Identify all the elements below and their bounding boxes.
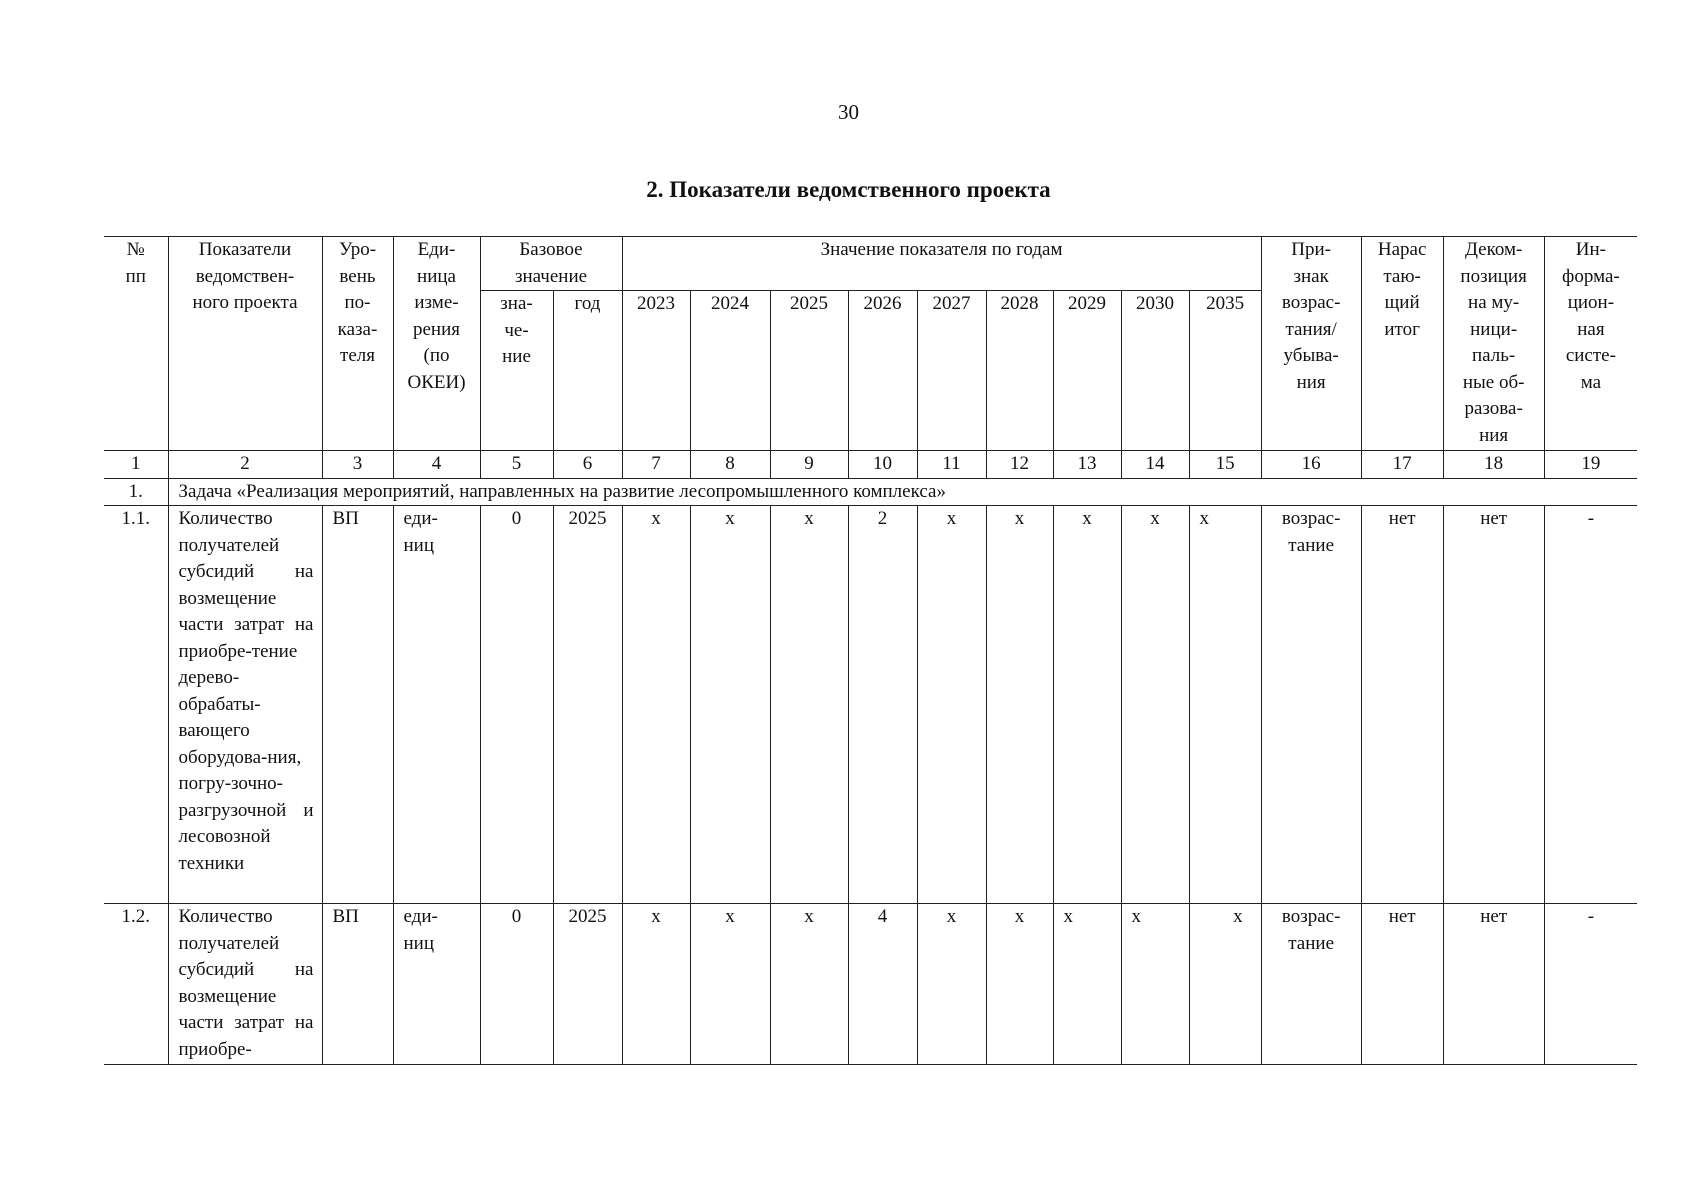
column-number: 10: [848, 451, 917, 479]
header-year-2029: 2029: [1053, 291, 1121, 451]
value-2029: х: [1053, 904, 1121, 1065]
column-number: 1: [104, 451, 168, 479]
value-2024: х: [690, 506, 770, 904]
column-number: 16: [1261, 451, 1361, 479]
task-text: Задача «Реализация мероприятий, направленных на развитие лесопромышленного комплекса»: [168, 478, 1637, 506]
header-trend: При- знак возрас- тания/ убыва- ния: [1261, 237, 1361, 451]
header-num: № пп: [104, 237, 168, 451]
column-number: 3: [322, 451, 393, 479]
column-number: 13: [1053, 451, 1121, 479]
value-2035: х: [1189, 904, 1261, 1065]
column-number: 18: [1443, 451, 1544, 479]
column-number: 8: [690, 451, 770, 479]
column-number: 5: [480, 451, 553, 479]
column-number: 12: [986, 451, 1053, 479]
value-2025: х: [770, 506, 848, 904]
info-system: -: [1544, 904, 1637, 1065]
value-2028: х: [986, 506, 1053, 904]
indicator-name: Количество получателей субсидий на возмещение части затрат на приобре-тение дерево-обрабаты-вающего оборудова-ния, погру-зочно-разгрузочной и лесовозной техники: [168, 506, 322, 904]
cumulative-total: нет: [1361, 904, 1443, 1065]
column-number: 7: [622, 451, 690, 479]
value-2027: х: [917, 904, 986, 1065]
value-2035: х: [1189, 506, 1261, 904]
header-year-2028: 2028: [986, 291, 1053, 451]
indicators-table: [104, 236, 1637, 1065]
decomposition: нет: [1443, 904, 1544, 1065]
header-years-group: Значение показателя по годам: [622, 237, 1261, 291]
column-number: 9: [770, 451, 848, 479]
header-year-2026: 2026: [848, 291, 917, 451]
header-year-2024: 2024: [690, 291, 770, 451]
value-2026: 2: [848, 506, 917, 904]
table-row: [104, 506, 1637, 904]
header-level: Уро- вень по- каза- теля: [322, 237, 393, 451]
column-number: 17: [1361, 451, 1443, 479]
value-2023: х: [622, 904, 690, 1065]
row-number: 1.2.: [104, 904, 168, 1065]
value-2024: х: [690, 904, 770, 1065]
value-2023: х: [622, 506, 690, 904]
info-system: -: [1544, 506, 1637, 904]
header-indicator: Показатели ведомствен- ного проекта: [168, 237, 322, 451]
header-decomposition: Деком- позиция на му- ници- паль- ные об- разова- ния: [1443, 237, 1544, 451]
column-number: 2: [168, 451, 322, 479]
header-row: [104, 237, 1637, 291]
indicator-name: Количество получателей субсидий на возмещение части затрат на приобре-: [168, 904, 322, 1065]
indicator-unit: еди- ниц: [393, 506, 480, 904]
column-number: 15: [1189, 451, 1261, 479]
value-2026: 4: [848, 904, 917, 1065]
column-number-row: [104, 451, 1637, 479]
header-unit: Еди- ница изме- рения (по ОКЕИ): [393, 237, 480, 451]
column-number: 4: [393, 451, 480, 479]
column-number: 6: [553, 451, 622, 479]
header-year-2030: 2030: [1121, 291, 1189, 451]
header-year-2025: 2025: [770, 291, 848, 451]
trend-sign: возрас- тание: [1261, 506, 1361, 904]
value-2028: х: [986, 904, 1053, 1065]
task-row: [104, 478, 1637, 506]
header-year-2027: 2027: [917, 291, 986, 451]
document-title: 2. Показатели ведомственного проекта: [646, 177, 1051, 202]
value-2025: х: [770, 904, 848, 1065]
header-base-group: Базовое значение: [480, 237, 622, 291]
page-number: 30: [838, 100, 859, 124]
column-number: 11: [917, 451, 986, 479]
indicator-unit: еди- ниц: [393, 904, 480, 1065]
header-base-year: год: [553, 291, 622, 451]
value-2027: х: [917, 506, 986, 904]
header-info-system: Ин- форма- цион- ная систе- ма: [1544, 237, 1637, 451]
indicator-level: ВП: [322, 506, 393, 904]
value-2030: х: [1121, 506, 1189, 904]
header-year-2035: 2035: [1189, 291, 1261, 451]
cumulative-total: нет: [1361, 506, 1443, 904]
indicator-level: ВП: [322, 904, 393, 1065]
decomposition: нет: [1443, 506, 1544, 904]
table-row: [104, 904, 1637, 1065]
base-year: 2025: [553, 506, 622, 904]
row-number: 1.1.: [104, 506, 168, 904]
task-number: 1.: [104, 478, 168, 506]
header-year-2023: 2023: [622, 291, 690, 451]
value-2029: х: [1053, 506, 1121, 904]
trend-sign: возрас- тание: [1261, 904, 1361, 1065]
base-value: 0: [480, 904, 553, 1065]
value-2030: х: [1121, 904, 1189, 1065]
header-cumulative: Нарас таю- щий итог: [1361, 237, 1443, 451]
column-number: 14: [1121, 451, 1189, 479]
base-value: 0: [480, 506, 553, 904]
base-year: 2025: [553, 904, 622, 1065]
header-base-value: зна- че- ние: [480, 291, 553, 451]
column-number: 19: [1544, 451, 1637, 479]
